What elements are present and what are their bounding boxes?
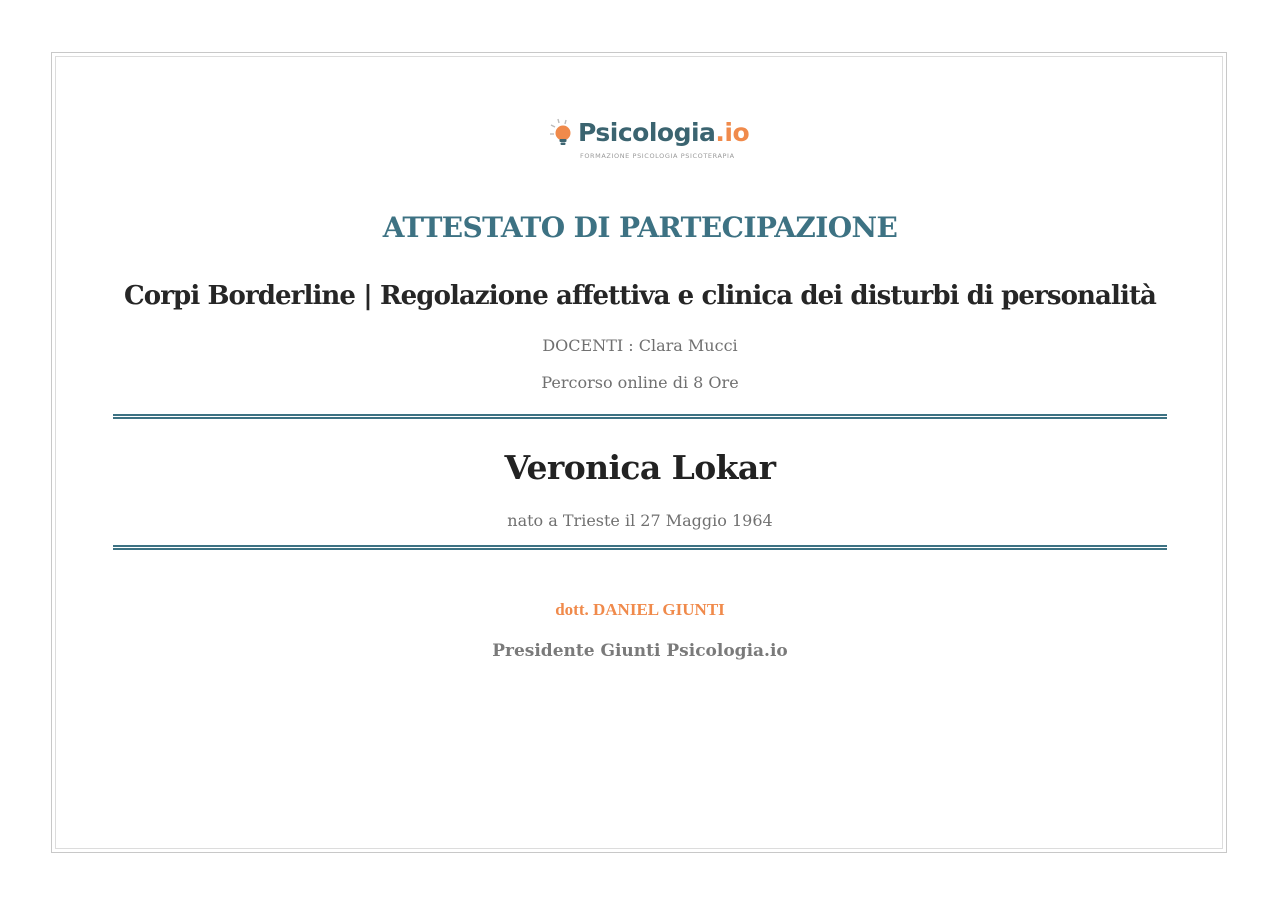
psicologia-logo — [548, 114, 750, 164]
logo-wordmark-main: Psicologia — [578, 118, 716, 147]
logo-tagline: FORMAZIONE PSICOLOGIA PSICOTERAPIA — [580, 152, 735, 160]
teachers-line: DOCENTI : Clara Mucci — [542, 336, 738, 355]
signer-name: dott. DANIEL GIUNTI — [555, 600, 725, 619]
duration-line: Percorso online di 8 Ore — [541, 373, 739, 392]
course-title: Corpi Borderline | Regolazione affettiva e clinica dei disturbi di personalità — [124, 281, 1156, 311]
lightbulb-icon — [548, 116, 578, 152]
signer-role: Presidente Giunti Psicologia.io — [492, 641, 788, 661]
participant-name: Veronica Lokar — [504, 448, 776, 487]
logo-wordmark-accent: .io — [715, 118, 750, 147]
certificate-title: ATTESTATO DI PARTECIPAZIONE — [382, 211, 898, 244]
divider-top — [113, 414, 1167, 419]
logo-wordmark — [578, 118, 749, 148]
birth-info: nato a Trieste il 27 Maggio 1964 — [507, 511, 773, 530]
divider-bottom — [113, 545, 1167, 550]
